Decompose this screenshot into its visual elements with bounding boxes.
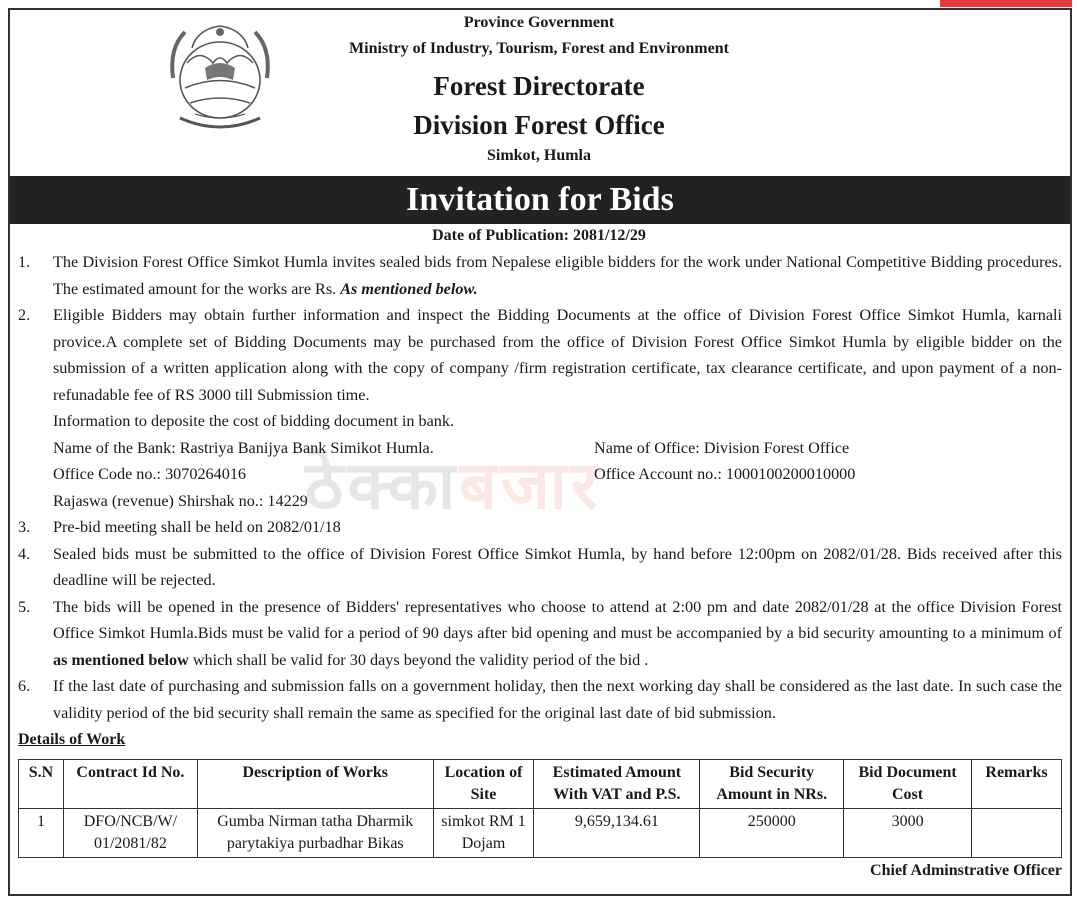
clause-1 bbox=[18, 249, 1062, 302]
clause-3 bbox=[18, 514, 1062, 541]
table-header-row bbox=[19, 760, 1062, 809]
clause-5-text: The bids will be opened in the presence of Bidders' representatives who choose to attend at 2:00 pm and date 2082/01/28 at the office Division Forest Office Simkot Humla.Bids must be valid for a period of 90 days after bid opening and must be accompanied by a bid security amounting to a minimum of bbox=[53, 597, 1062, 642]
col-contract-id: Contract Id No. bbox=[63, 760, 197, 809]
publication-date: Date of Publication: 2081/12/29 bbox=[432, 227, 646, 244]
bank-info-row bbox=[53, 435, 1062, 462]
clause-number: 1. bbox=[18, 253, 31, 271]
office-code: Office Code no.: 3070264016 bbox=[53, 465, 247, 483]
clause-2 bbox=[18, 302, 1062, 514]
clause-number: 3. bbox=[18, 518, 31, 536]
table-row bbox=[19, 809, 1062, 858]
col-estimated-amount: Estimated Amount With VAT and P.S. bbox=[534, 760, 700, 809]
office-account: Office Account no.: 1000100200010000 bbox=[594, 465, 856, 483]
clause-2-text: Eligible Bidders may obtain further information and inspect the Bidding Documents at the office of Division Forest Office Simkot Humla, karnali provice.A complete set of Bidding Documents may be purchased from the office of Division Forest Office Simkot Humla by eligible bidder on the submission of a written application along with the copy of company /firm registration certificate, tax clearance certificate, and upon payment of a non-refunadable fee of RS 3000 till Submission time. bbox=[53, 306, 1062, 404]
cell-remarks bbox=[972, 809, 1062, 858]
clause-text bbox=[53, 302, 1062, 514]
col-description: Description of Works bbox=[197, 760, 433, 809]
header-province: Province Government bbox=[463, 14, 615, 31]
signatory: Chief Adminstrative Officer bbox=[870, 862, 1062, 879]
clause-1-text: The Division Forest Office Simkot Humla invites sealed bids from Nepalese eligible bidders for the work under National Competitive Bidding procedures. The estimated amount for the works are Rs. bbox=[53, 253, 1062, 298]
header-directorate: Forest Directorate bbox=[433, 71, 645, 101]
clause-1-amount: As mentioned below. bbox=[340, 279, 478, 298]
cell-estimated-amount: 9,659,134.61 bbox=[534, 809, 700, 858]
cell-sn: 1 bbox=[19, 809, 64, 858]
clause-text: Pre-bid meeting shall be held on 2082/01/18 bbox=[53, 518, 341, 536]
clause-text bbox=[53, 594, 1062, 674]
office-name: Name of Office: Division Forest Office bbox=[594, 438, 850, 457]
clause-4 bbox=[18, 541, 1062, 594]
col-remarks: Remarks bbox=[972, 760, 1062, 809]
header-ministry: Ministry of Industry, Tourism, Forest and Environment bbox=[349, 40, 729, 57]
clause-5-emphasis: as mentioned below bbox=[53, 650, 189, 669]
clause-5-tail: which shall be valid for 30 days beyond the validity period of the bid . bbox=[188, 650, 649, 669]
clause-6 bbox=[18, 673, 1062, 726]
works-table bbox=[18, 759, 1062, 858]
rajaswa-number: Rajaswa (revenue) Shirshak no.: 14229 bbox=[53, 491, 308, 510]
bank-name: Name of the Bank: Rastriya Banijya Bank Simikot Humla. bbox=[53, 438, 434, 457]
clause-number: 4. bbox=[18, 544, 31, 563]
header-location: Simkot, Humla bbox=[486, 147, 591, 164]
cell-location: simkot RM 1 Dojam bbox=[433, 809, 534, 858]
cell-document-cost: 3000 bbox=[844, 809, 972, 858]
cell-bid-security: 250000 bbox=[700, 809, 844, 858]
watermark-part1: ठेक्का bbox=[305, 447, 460, 524]
bid-clauses bbox=[18, 249, 1062, 726]
col-sn: S.N bbox=[19, 760, 64, 809]
cell-contract-id: DFO/NCB/W/ 01/2081/82 bbox=[63, 809, 197, 858]
clause-number: 2. bbox=[18, 306, 31, 324]
clause-text: If the last date of purchasing and submission falls on a government holiday, then the next working day shall be considered as the last date. In such case the validity period of the bid security shall remain the same as specified for the original last date of bid submission. bbox=[53, 677, 1062, 722]
bank-info-row bbox=[53, 461, 1062, 488]
clause-5 bbox=[18, 594, 1062, 674]
watermark-part2: बजार bbox=[459, 447, 602, 524]
col-bid-security: Bid Security Amount in NRs. bbox=[700, 760, 844, 809]
col-location: Location of Site bbox=[433, 760, 534, 809]
clause-text bbox=[53, 249, 1062, 302]
clause-number: 6. bbox=[18, 677, 31, 695]
clause-text: Sealed bids must be submitted to the office of Division Forest Office Simkot Humla, by hand before 12:00pm on 2082/01/28. Bids received after this deadline will be rejected. bbox=[53, 544, 1062, 589]
clause-number: 5. bbox=[18, 597, 31, 616]
col-document-cost: Bid Document Cost bbox=[844, 760, 972, 809]
details-heading: Details of Work bbox=[18, 731, 126, 748]
bank-info-heading: Information to deposite the cost of bidding document in bank. bbox=[53, 412, 455, 430]
corner-ribbon bbox=[940, 0, 1072, 7]
title-banner: Invitation for Bids bbox=[10, 176, 1070, 224]
cell-description: Gumba Nirman tatha Dharmik parytakiya purbadhar Bikas bbox=[197, 809, 433, 858]
header-office: Division Forest Office bbox=[413, 110, 665, 140]
